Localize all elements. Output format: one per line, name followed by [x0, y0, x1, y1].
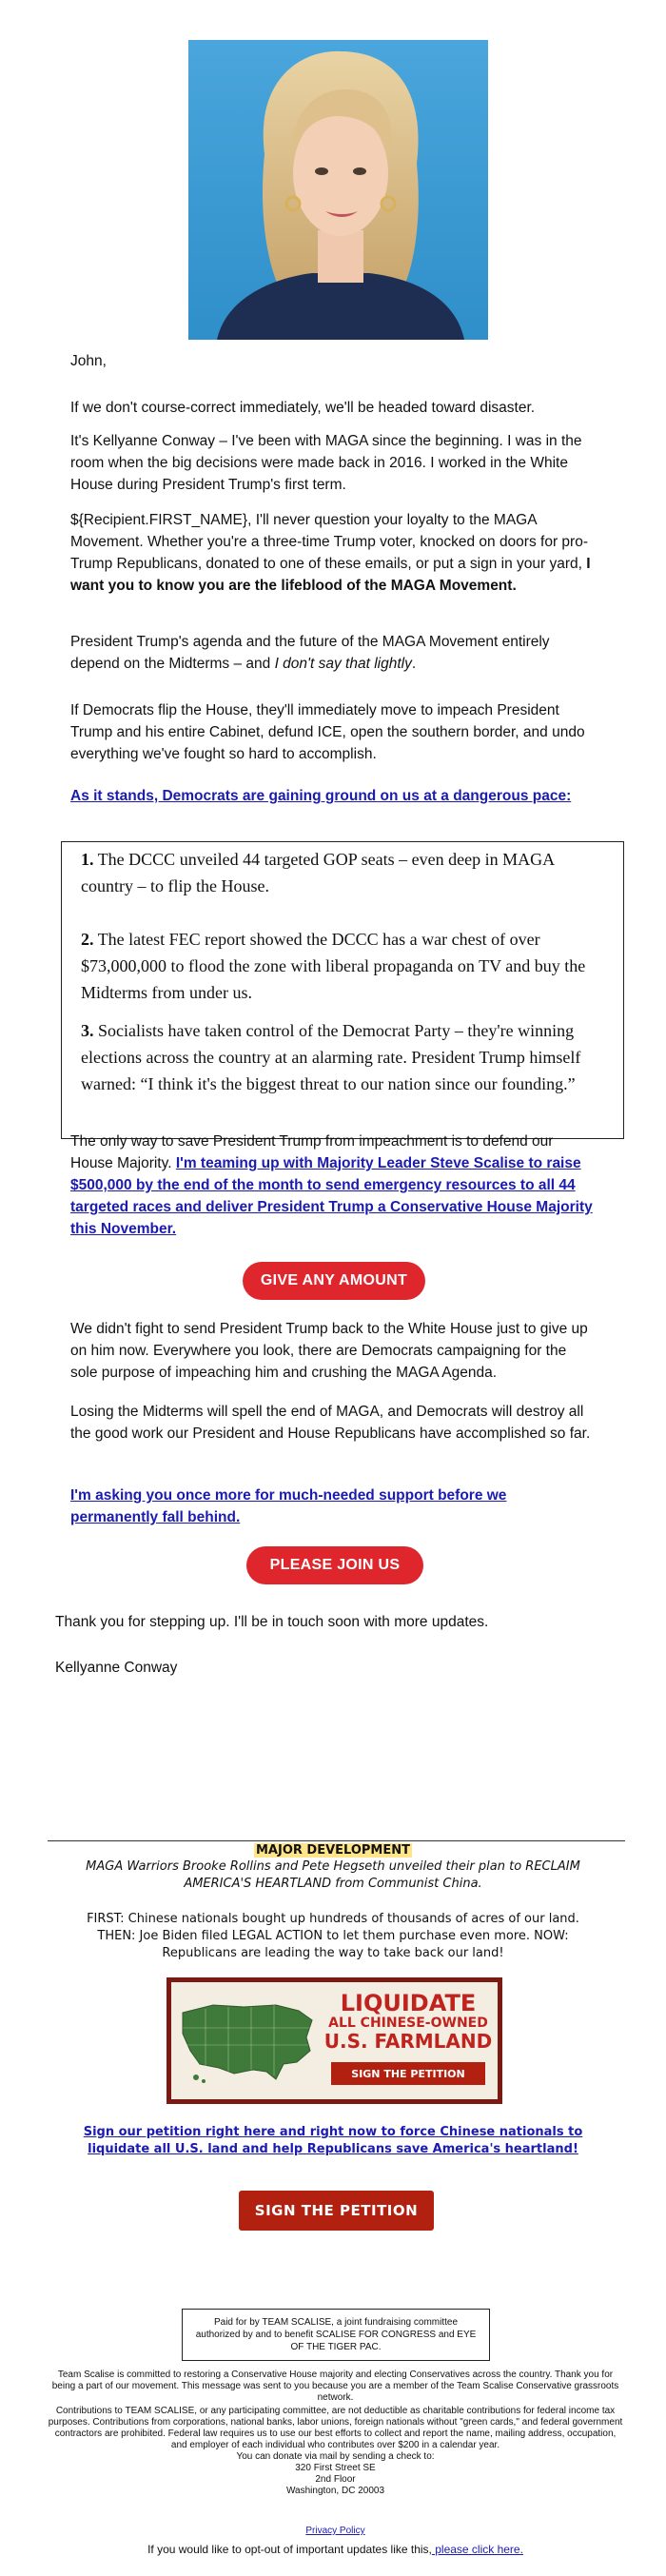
paragraph-4-text — [70, 631, 596, 675]
paid-for-text: Paid for by TEAM SCALISE, a joint fundraising committee authorized by and to benefit SCALISE FOR CONGRESS and EYE OF THE TIGER PAC. — [195, 2317, 477, 2352]
paragraph-4 — [70, 631, 596, 675]
petition-link-row — [67, 2124, 599, 2158]
banner-petition-button[interactable]: SIGN THE PETITION — [331, 2062, 485, 2085]
opt-out-text: If you would like to opt-out of important updates like this, — [147, 2543, 432, 2556]
paragraph-5 — [70, 699, 596, 765]
us-map-icon — [177, 1996, 320, 2086]
support-link[interactable]: I'm asking you once more for much-needed support before we permanently fall behind. — [70, 1487, 507, 1525]
section-divider — [48, 1840, 625, 1841]
signature: Kellyanne Conway — [55, 1660, 178, 1676]
footer-address-1: 320 First Street SE — [295, 2463, 376, 2473]
paragraph-4-part-c: . — [411, 656, 417, 672]
sign-petition-button[interactable]: SIGN THE PETITION — [239, 2191, 434, 2231]
paragraph-3-text — [70, 509, 596, 597]
give-any-amount-button[interactable]: GIVE ANY AMOUNT — [243, 1262, 425, 1300]
closing-line — [55, 1611, 580, 1633]
list-item — [81, 1017, 604, 1097]
teaming-up-link[interactable]: I'm teaming up with Majority Leader Steve Scalise to raise $500,000 by the end of the month to send emergency resources to all 44 targeted races and deliver President Trump a Conservative House Majority this November. — [70, 1155, 593, 1237]
promo-headline-row — [57, 1842, 609, 1859]
promo-first: FIRST: Chinese nationals bought up hundreds of thousands of acres of our land. — [87, 1912, 579, 1926]
paragraph-3 — [70, 509, 596, 597]
privacy-row — [48, 2526, 623, 2537]
list-item-number: 1. — [81, 850, 94, 869]
footer-address-2: 2nd Floor — [315, 2474, 356, 2485]
opt-out-row — [48, 2543, 623, 2556]
closing-line-text: Thank you for stepping up. I'll be in touch soon with more updates. — [55, 1614, 489, 1630]
paragraph-2-text: It's Kellyanne Conway – I've been with MAGA since the beginning. I was in the room when the big decisions were made back in 2016. I worked in the White House during President Trump's first term. — [70, 433, 582, 493]
farmland-banner[interactable] — [166, 1977, 502, 2104]
paragraph-6 — [70, 1131, 596, 1240]
paragraph-2 — [70, 430, 596, 496]
list-item-text: The latest FEC report showed the DCCC has a war chest of over $73,000,000 to flood the zone with liberal propaganda on TV and buy the Midterms from under us. — [81, 930, 586, 1002]
farmland-banner-inner — [171, 1982, 498, 2099]
paragraph-3-part-a: ${Recipient.FIRST_NAME}, I'll never question your loyalty to the MAGA Movement. Whether you're a three-time Trump voter, knocked on doors for pro-Trump Republicans, donated to one of these emails, or put a sign in your yard, — [70, 512, 588, 572]
list-item-text: The DCCC unveiled 44 targeted GOP seats – even deep in MAGA country – to flip the House. — [81, 850, 555, 895]
threat-list-box — [61, 841, 624, 1139]
paragraph-6-part-a: The only way to save President Trump from impeachment is to defend our House Majority. — [70, 1133, 554, 1171]
paragraph-4-part-a: President Trump's agenda and the future of the MAGA Movement entirely depend on the Midterms – and — [70, 634, 550, 672]
privacy-policy-link[interactable]: Privacy Policy — [305, 2526, 365, 2536]
banner-title — [323, 1992, 493, 2051]
footer-mail-intro: You can donate via mail by sending a check to: — [236, 2451, 435, 2462]
list-item — [81, 846, 604, 899]
paragraph-link-1 — [70, 785, 596, 807]
paragraph-1-text: If we don't course-correct immediately, we'll be headed toward disaster. — [70, 400, 536, 416]
paragraph-4-italic: I don't say that lightly — [274, 656, 412, 672]
dangerous-pace-link[interactable]: As it stands, Democrats are gaining ground on us at a dangerous pace: — [70, 788, 572, 804]
greeting: John, — [70, 353, 107, 369]
portrait-image — [188, 40, 488, 340]
portrait-photo — [188, 40, 488, 340]
promo-subhead: MAGA Warriors Brooke Rollins and Pete Hegseth unveiled their plan to RECLAIM AMERICA'S HEARTLAND from Communist China. — [86, 1859, 580, 1891]
petition-link[interactable]: Sign our petition right here and right now to force Chinese nationals to liquidate all U.S. land and help Republicans save America's heartland! — [83, 2125, 583, 2156]
paid-for-box — [182, 2309, 490, 2361]
opt-out-link[interactable]: please click here. — [431, 2543, 523, 2556]
list-item — [81, 926, 604, 1006]
list-item-number: 2. — [81, 930, 94, 949]
paragraph-link-3 — [70, 1485, 596, 1528]
list-item-number: 3. — [81, 1021, 94, 1040]
paragraph-1 — [70, 397, 596, 419]
banner-title-line-1: LIQUIDATE — [340, 1990, 477, 2016]
paragraph-8 — [70, 1401, 596, 1445]
banner-title-line-3: U.S. FARMLAND — [323, 2030, 493, 2053]
list-item-text: Socialists have taken control of the Democrat Party – they're winning elections across the country at an alarming rate. President Trump himself warned: “I think it's the biggest threat to our nation since our founding.” — [81, 1021, 581, 1093]
paragraph-8-text: Losing the Midterms will spell the end of MAGA, and Democrats will destroy all the good work our President and House Republicans have accomplished so far. — [70, 1404, 591, 1442]
paragraph-5-text: If Democrats flip the House, they'll immediately move to impeach President Trump and his entire Cabinet, defund ICE, open the southern border, and undo everything we've fought so hard to accomplish. — [70, 702, 585, 762]
paragraph-7-text: We didn't fight to send President Trump back to the White House just to give up on him now. Everywhere you look, there are Democrats campaigning for the sole purpose of impeaching him and crushing the MAGA Agenda. — [70, 1321, 588, 1381]
footer-contributions: Contributions to TEAM SCALISE, or any participating committee, are not deductible as charitable contributions for federal income tax purposes. Contributions from corporations, national banks, labor unions, foreign nationals without "green cards," and federal government contractors are prohibited. Federal law requires us to use our best efforts to collect and report the name, mailing address, occupation, and employer of each individual who contributes over $200 in a calendar year. — [48, 2406, 623, 2450]
promo-headline: MAJOR DEVELOPMENT — [256, 1843, 410, 1858]
paragraph-3-bold: I want you to know you are the lifeblood of the MAGA Movement. — [70, 556, 591, 594]
paragraph-7 — [70, 1318, 596, 1384]
banner-title-line-2: ALL CHINESE-OWNED — [328, 2016, 488, 2031]
footer-address-3: Washington, DC 20003 — [285, 2486, 385, 2496]
promo-then: THEN: Joe Biden filed LEGAL ACTION to let them purchase even more. NOW: Republicans are leading the way to take back our land! — [97, 1929, 569, 1960]
please-join-us-button[interactable]: PLEASE JOIN US — [246, 1546, 423, 1584]
paragraph-6-text — [70, 1131, 596, 1240]
footer-about: Team Scalise is committed to restoring a Conservative House majority and electing Conservatives across the country. Thank you for being a part of our movement. This message was sent to you because you are a member of the Team Scalise Conservative grassroots network. — [51, 2370, 619, 2403]
